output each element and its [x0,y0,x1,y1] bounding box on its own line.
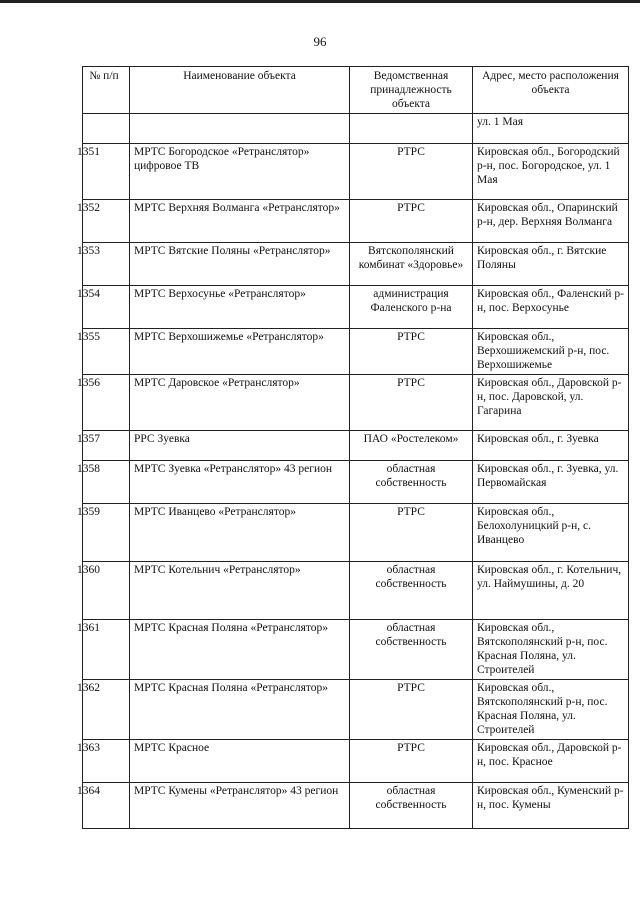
row-number-text: 1362 [77,682,100,694]
row-object-name-text: МРТС Котельнич «Ретранслятор» [134,564,301,576]
row-object-name [130,562,350,620]
table-row [83,431,629,461]
table-row [83,243,629,286]
row-object-name-text: МРТС Вятские Поляны «Ретранслятор» [134,245,331,257]
row-address-text: Кировская обл., Вятскополянский р-н, пос. Красная Поляна, ул. Строителей [477,682,608,736]
row-object-name [130,504,350,562]
row-address-text: Кировская обл., г. Вятские Поляны [477,245,607,271]
row-affiliation [350,620,473,680]
row-number-text: 1360 [77,564,100,576]
row-affiliation [350,286,473,329]
row-affiliation [350,783,473,829]
row-number-text: 1363 [77,742,100,754]
row-number-text: 1359 [77,506,100,518]
row-object-name [130,680,350,740]
table-body [77,114,629,829]
row-address [473,286,629,329]
row-number-text: 1361 [77,622,100,634]
row-object-name [130,620,350,680]
row-number [77,680,130,740]
row-affiliation-text: РТРС [397,377,425,389]
row-object-name [130,200,350,243]
row-address-text: Кировская обл., Верхошижемский р-н, пос. Верхошижемье [477,331,610,371]
row-number [77,144,130,200]
row-affiliation [350,329,473,375]
table-row [83,461,629,504]
row-address-text: Кировская обл., г. Котельнич, ул. Наймушины, д. 20 [477,564,622,590]
row-affiliation-text: РТРС [397,331,425,343]
row-number [77,200,130,243]
row-affiliation-text: областная собственность [375,785,447,811]
table-row [83,504,629,562]
row-address [473,740,629,783]
row-object-name-text: МРТС Верхняя Волманга «Ретранслятор» [134,202,340,214]
row-object-name [130,375,350,431]
row-address-text: Кировская обл., Даровской р-н, пос. Даровской, ул. Гагарина [477,377,622,417]
row-address [473,114,629,144]
row-address [473,431,629,461]
row-affiliation [350,200,473,243]
row-object-name-text: МРТС Зуевка «Ретранслятор» 43 регион [134,463,333,475]
row-affiliation [350,431,473,461]
row-object-name [130,461,350,504]
row-number [77,783,130,829]
row-affiliation [350,740,473,783]
row-object-name-text: РРС Зуевка [134,433,190,445]
row-object-name [130,286,350,329]
row-affiliation [350,243,473,286]
row-object-name-text: МРТС Красная Поляна «Ретранслятор» [134,682,328,694]
table-row [83,783,629,829]
row-number [77,504,130,562]
row-affiliation-text: РТРС [397,506,425,518]
row-address [473,461,629,504]
row-address [473,329,629,375]
row-number [77,286,130,329]
row-address-text: Кировская обл., г. Зуевка [477,433,599,445]
table-row [83,144,629,200]
row-affiliation-text: РТРС [397,682,425,694]
row-number [77,243,130,286]
row-number [77,461,130,504]
table-row [83,562,629,620]
row-affiliation [350,504,473,562]
row-affiliation-text: областная собственность [375,463,447,489]
objects-table [77,66,629,829]
row-object-name [130,431,350,461]
row-affiliation-text: ПАО «Ростелеком» [363,433,459,445]
row-object-name-text: МРТС Верхосунье «Ретранслятор» [134,288,306,300]
row-address-text: ул. 1 Мая [477,116,523,128]
row-address [473,783,629,829]
row-affiliation-text: РТРС [397,146,425,158]
row-address-text: Кировская обл., Опаринский р-н, дер. Верхняя Волманга [477,202,618,228]
row-number-text: 1358 [77,463,100,475]
row-number [77,562,130,620]
row-address [473,680,629,740]
header-addr: Адрес, место расположения объекта [473,67,629,114]
row-address-text: Кировская обл., Куменский р-н, пос. Кумены [477,785,624,811]
row-affiliation [350,461,473,504]
row-number-text: 1364 [77,785,100,797]
row-number-text: 1355 [77,331,100,343]
row-address-text: Кировская обл., Даровской р-н, пос. Красное [477,742,622,768]
row-address [473,620,629,680]
row-number [77,431,130,461]
row-number-text: 1354 [77,288,100,300]
row-number-text: 1357 [77,433,100,445]
row-address-text: Кировская обл., Вятскополянский р-н, пос. Красная Поляна, ул. Строителей [477,622,608,676]
row-object-name-text: МРТС Красная Поляна «Ретранслятор» [134,622,328,634]
row-affiliation-text: РТРС [397,202,425,214]
row-address [473,504,629,562]
row-address [473,562,629,620]
row-address-text: Кировская обл., Богородский р-н, пос. Богородское, ул. 1 Мая [477,146,620,186]
row-affiliation [350,375,473,431]
row-number [77,620,130,680]
row-object-name [130,740,350,783]
row-affiliation-text: РТРС [397,742,425,754]
row-number-text: 1356 [77,377,100,389]
row-address-text: Кировская обл., г. Зуевка, ул. Первомайская [477,463,619,489]
row-address [473,200,629,243]
row-number [77,740,130,783]
row-address [473,243,629,286]
table-row [83,375,629,431]
table-row [83,680,629,740]
row-object-name-text: МРТС Богородское «Ретранслятор» цифровое ТВ [134,146,310,172]
table-row [83,286,629,329]
header-num: № п/п [83,67,130,114]
top-border-line [0,0,640,3]
row-object-name [130,114,350,144]
row-affiliation [350,144,473,200]
row-object-name-text: МРТС Даровское «Ретранслятор» [134,377,300,389]
row-number-text: 1352 [77,202,100,214]
row-object-name-text: МРТС Красное [134,742,210,754]
row-affiliation-text: областная собственность [375,564,447,590]
page-number: 96 [313,34,327,49]
row-object-name-text: МРТС Иванцево «Ретранслятор» [134,506,296,518]
row-affiliation [350,562,473,620]
table-row [83,114,629,144]
row-affiliation-text: областная собственность [375,622,447,648]
table-row [83,620,629,680]
row-address-text: Кировская обл., Белохолуницкий р-н, с. Иванцево [477,506,592,546]
row-object-name [130,783,350,829]
row-object-name [130,329,350,375]
row-number [83,114,130,144]
row-affiliation [350,680,473,740]
row-affiliation-text: Вятскополянский комбинат «Здоровье» [358,245,464,271]
row-address-text: Кировская обл., Фаленский р-н, пос. Верхосунье [477,288,624,314]
table-header-row [83,67,629,114]
row-affiliation [350,114,473,144]
row-number [77,329,130,375]
header-name: Наименование объекта [130,67,350,114]
row-affiliation-text: администрация Фаленского р-на [370,288,452,314]
table-row [83,740,629,783]
table-row [83,329,629,375]
header-org: Ведомственная принадлежность объекта [350,67,473,114]
row-number-text: 1353 [77,245,100,257]
row-number [77,375,130,431]
row-address [473,375,629,431]
table-row [83,200,629,243]
row-object-name [130,243,350,286]
row-object-name-text: МРТС Кумены «Ретранслятор» 43 регион [134,785,339,797]
row-number-text: 1351 [77,146,100,158]
row-object-name [130,144,350,200]
row-object-name-text: МРТС Верхошижемье «Ретранслятор» [134,331,324,343]
row-address [473,144,629,200]
